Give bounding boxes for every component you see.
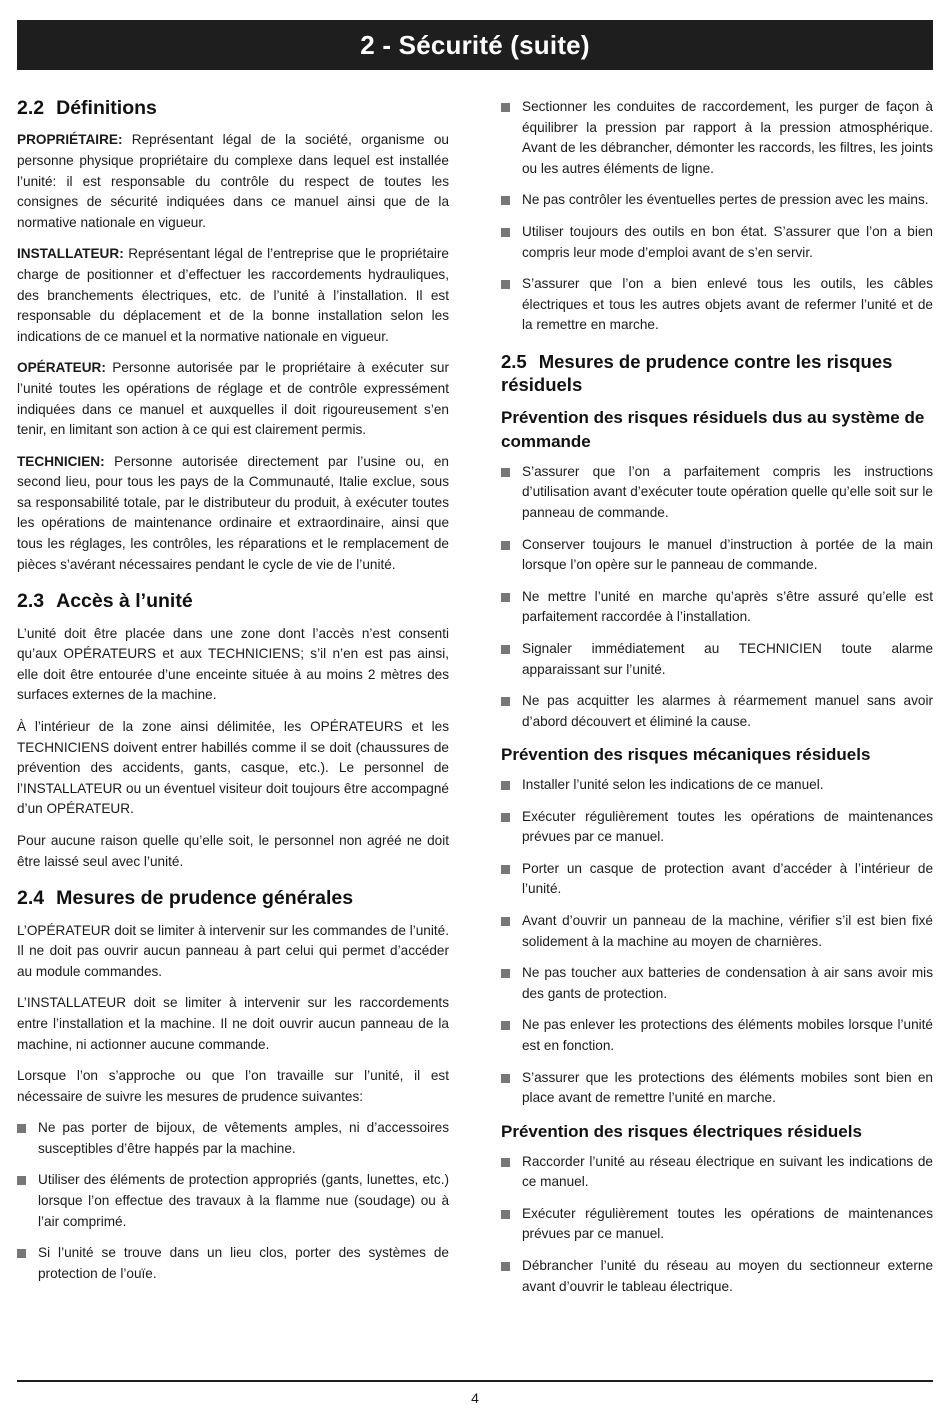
square-bullet-icon bbox=[501, 196, 510, 205]
list-item: Ne pas acquitter les alarmes à réarmement manuel sans avoir d’abord découvert et éliminé la cause. bbox=[501, 691, 933, 732]
paragraph: L’OPÉRATEUR doit se limiter à intervenir sur les commandes de l’unité. Il ne doit pas ouvrir aucun panneau à part celui qui permet d’accéder au module commandes. bbox=[17, 922, 449, 979]
square-bullet-icon bbox=[501, 468, 510, 477]
square-bullet-icon bbox=[17, 1249, 26, 1258]
section-title: 2 - Sécurité (suite) bbox=[360, 29, 590, 60]
paragraph: Pour aucune raison quelle qu’elle soit, le personnel non agréé ne doit être laissé seul avec l’unité. bbox=[17, 832, 449, 869]
left-column bbox=[17, 96, 449, 1295]
square-bullet-icon bbox=[501, 280, 510, 289]
list-item: Signaler immédiatement au TECHNICIEN toute alarme apparaissant sur l’unité. bbox=[501, 639, 933, 680]
heading-2-5: 2.5 Mesures de prudence contre les risques résiduels bbox=[501, 350, 893, 396]
square-bullet-icon bbox=[501, 697, 510, 706]
list-item: Raccorder l’unité au réseau électrique en suivant les indications de ce manuel. bbox=[501, 1152, 933, 1193]
list-item: S’assurer que les protections des éléments mobiles sont bien en place avant de remettre l’unité en marche. bbox=[501, 1068, 933, 1109]
list-item: S’assurer que l’on a bien enlevé tous les outils, les câbles électriques et tous les autres objets avant de refermer l’unité et de la remettre en marche. bbox=[501, 274, 933, 336]
list-item: Ne pas porter de bijoux, de vêtements amples, ni d’accessoires susceptibles d’être happés par la machine. bbox=[17, 1118, 449, 1159]
square-bullet-icon bbox=[501, 865, 510, 874]
square-bullet-icon bbox=[501, 781, 510, 790]
paragraph: L’unité doit être placée dans une zone dont l’accès n’est consenti qu’aux OPÉRATEURS et aux TECHNICIENS; s’il n’en est pas ainsi, elle doit être entourée d’une enceinte située à au moins 2 mètres des surfaces externes de la machine. bbox=[17, 625, 449, 703]
list-item: Exécuter régulièrement toutes les opérations de maintenances prévues par ce manuel. bbox=[501, 1204, 933, 1245]
square-bullet-icon bbox=[501, 1210, 510, 1219]
square-bullet-icon bbox=[501, 593, 510, 602]
bullet-list bbox=[501, 462, 933, 733]
square-bullet-icon bbox=[501, 1158, 510, 1167]
square-bullet-icon bbox=[501, 645, 510, 654]
square-bullet-icon bbox=[501, 969, 510, 978]
square-bullet-icon bbox=[501, 103, 510, 112]
right-column bbox=[501, 97, 933, 1308]
page-number: 4 bbox=[471, 1390, 479, 1406]
footer-divider bbox=[17, 1380, 933, 1382]
list-item: Exécuter régulièrement toutes les opérations de maintenances prévues par ce manuel. bbox=[501, 807, 933, 848]
section-header-bar bbox=[17, 20, 933, 70]
square-bullet-icon bbox=[501, 1074, 510, 1083]
bullet-list bbox=[501, 775, 933, 1109]
square-bullet-icon bbox=[501, 813, 510, 822]
list-item: Utiliser des éléments de protection appropriés (gants, lunettes, etc.) lorsque l’on effectue des travaux à la flamme nue (soudage) ou à l’air comprimé. bbox=[17, 1170, 449, 1232]
list-item: Ne mettre l’unité en marche qu’après s’être assuré qu’elle est parfaitement raccordée à l’installation. bbox=[501, 587, 933, 628]
subheading-mecaniques: Prévention des risques mécaniques résiduels bbox=[501, 745, 871, 765]
list-item: Conserver toujours le manuel d’instruction à portée de la main lorsque l’on opère sur le panneau de commande. bbox=[501, 535, 933, 576]
square-bullet-icon bbox=[501, 917, 510, 926]
subheading-commande: Prévention des risques résiduels dus au système de commande bbox=[501, 408, 925, 451]
list-item: Débrancher l’unité du réseau au moyen du sectionneur externe avant d’ouvrir le tableau électrique. bbox=[501, 1256, 933, 1297]
definition-installateur: INSTALLATEUR: Représentant légal de l’entreprise que le propriétaire charge de positionner et d’effectuer les raccordements hydrauliques, des branchements électriques, etc. de l’unité à l’installation. Il est responsable du déplacement et de la bonne installation selon les indications de ce manuel et la normative nationale en vigueur. bbox=[17, 246, 449, 344]
list-item: S’assurer que l’on a parfaitement compris les instructions d’utilisation avant d’exécuter toute opération quelle qu’elle soit sur le panneau de commande. bbox=[501, 462, 933, 524]
paragraph: L’INSTALLATEUR doit se limiter à intervenir sur les raccordements entre l’installation et la machine. Il ne doit ouvrir aucun panneau de la machine, ni actionner aucune commande. bbox=[17, 995, 449, 1052]
square-bullet-icon bbox=[501, 1262, 510, 1271]
square-bullet-icon bbox=[501, 228, 510, 237]
bullet-list bbox=[501, 1152, 933, 1298]
definition-technicien: TECHNICIEN: Personne autorisée directement par l’usine ou, en second lieu, pour tous les pays de la Communauté, Italie exclue, sous sa responsabilité totale, par le distributeur du produit, à exécuter toutes les opérations de maintenance ordinaire et extraordinaire, ainsi que tous les réglages, les contrôles, les réparations et le remplacement de pièces s’avérant nécessaires pendant le cycle de vie de l’unité. bbox=[17, 453, 449, 572]
list-item: Installer l’unité selon les indications de ce manuel. bbox=[501, 775, 933, 796]
square-bullet-icon bbox=[501, 541, 510, 550]
square-bullet-icon bbox=[17, 1124, 26, 1133]
square-bullet-icon bbox=[17, 1176, 26, 1185]
paragraph: Lorsque l’on s’approche ou que l’on travaille sur l’unité, il est nécessaire de suivre les mesures de prudence suivantes: bbox=[17, 1068, 449, 1104]
list-item: Sectionner les conduites de raccordement, les purger de façon à équilibrer la pression par rapport à la pression atmosphérique. Avant de les débrancher, démonter les raccords, les filtres, les joints ou les autres éléments de ligne. bbox=[501, 97, 933, 179]
paragraph: À l’intérieur de la zone ainsi délimitée, les OPÉRATEURS et les TECHNICIENS doivent entrer habillés comme il se doit (chaussures de prévention des accidents, gants, casque, etc.). Le personnel de l’INSTALLATEUR ou un éventuel visiteur doit toujours être accompagné d’un OPÉRATEUR. bbox=[17, 719, 449, 817]
definition-proprietaire: PROPRIÉTAIRE: Représentant légal de la société, organisme ou personne physique propriétaire du complexe dans lequel est installée l’unité: il est responsable du contrôle du respect de toutes les consignes de sécurité indiquées dans ce manuel ainsi que de la normative nationale en vigueur. bbox=[17, 132, 449, 230]
list-item: Ne pas enlever les protections des éléments mobiles lorsque l’unité est en fonction. bbox=[501, 1015, 933, 1056]
square-bullet-icon bbox=[501, 1021, 510, 1030]
definition-operateur: OPÉRATEUR: Personne autorisée par le propriétaire à exécuter sur l’unité toutes les opérations de réglage et de contrôle expressément indiquées dans ce manuel et auxquelles il doit rigoureusement s’en tenir, en limitant son action à ce qui est clairement permis. bbox=[17, 360, 449, 438]
list-item: Avant d’ouvrir un panneau de la machine, vérifier s’il est bien fixé solidement à la machine au moyen de charnières. bbox=[501, 911, 933, 952]
list-item: Ne pas contrôler les éventuelles pertes de pression avec les mains. bbox=[501, 190, 933, 211]
subheading-electriques: Prévention des risques électriques résiduels bbox=[501, 1121, 862, 1141]
bullet-list bbox=[17, 1118, 449, 1284]
list-item: Ne pas toucher aux batteries de condensation à air sans avoir mis des gants de protection. bbox=[501, 963, 933, 1004]
list-item: Porter un casque de protection avant d’accéder à l’intérieur de l’unité. bbox=[501, 859, 933, 900]
bullet-list bbox=[501, 97, 933, 336]
heading-2-2: 2.2 Définitions bbox=[17, 97, 157, 119]
heading-2-3: 2.3 Accès à l’unité bbox=[17, 590, 193, 613]
list-item: Utiliser toujours des outils en bon état. S’assurer que l’on a bien compris leur mode d’emploi avant de s’en servir. bbox=[501, 222, 933, 263]
heading-2-4: 2.4 Mesures de prudence générales bbox=[17, 887, 354, 910]
list-item: Si l’unité se trouve dans un lieu clos, porter des systèmes de protection de l’ouïe. bbox=[17, 1243, 449, 1284]
